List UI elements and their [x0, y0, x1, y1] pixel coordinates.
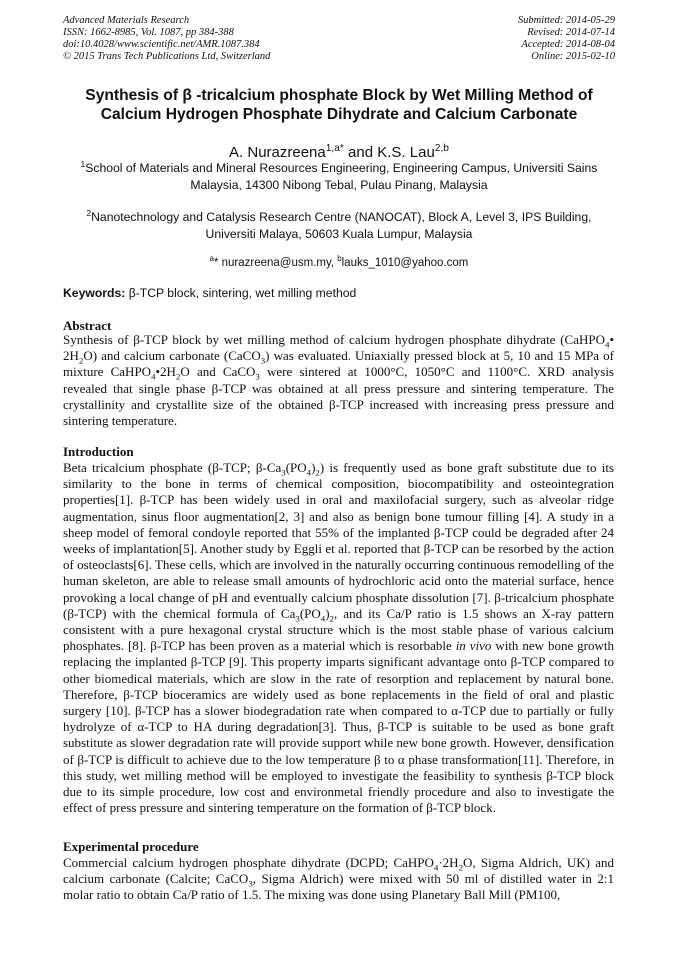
keywords-text: β-TCP block, sintering, wet milling method [125, 286, 357, 300]
date-accepted: Accepted: 2014-08-04 [521, 39, 615, 50]
author-emails [63, 255, 615, 271]
journal-copyright: © 2015 Trans Tech Publications Ltd, Switzerland [63, 51, 271, 62]
affiliation-2 [63, 209, 615, 243]
author-conjunction: and [343, 144, 378, 161]
affil-2-line-2: Universiti Malaya, 50603 Kuala Lumpur, Malaysia [205, 227, 473, 241]
date-revised: Revised: 2014-07-14 [527, 27, 615, 38]
date-submitted: Submitted: 2014-05-29 [517, 15, 615, 26]
title-line-2: Calcium Hydrogen Phosphate Dihydrate and Calcium Carbonate [100, 106, 578, 123]
affil-1-line-2: Malaysia, 14300 Nibong Tebal, Pulau Pinang, Malaysia [190, 178, 488, 192]
abstract-heading: Abstract [63, 318, 112, 333]
keywords [63, 285, 615, 301]
journal-info [63, 15, 270, 63]
author-1-affil: 1,a* [325, 143, 344, 154]
introduction-body: Beta tricalcium phosphate (β-TCP; $\beta-Ca_3(PO_4)_2$) is frequently used as bone graft substitute due to its similarity to the bone in terms of chemical composition, biocompatibility and osteointegration properties[1]. β-TCP has been widely used in oral and maxilofacial surgery, such as alveolar ridge augmentation, sinus floor augmentation[2, 3] and also as benign bone tumour filling [4]. A study in a sheep model of femoral condoyle reported that 55% of the implanted β-TCP could be degraded after 24 weeks of implantation[5]. Another study by Eggli et al. reported that β-TCP can be resorbed by the action of osteoclasts[6]. These cells, which are involved in the naturally occurring continuous remodelling of the human skeleton, are able to release small amounts of hydrochloric acid onto the material surface, hence provoking a local change of pH and eventually calcium phosphate dissolution [7]. β-tricalcium phosphate (β-TCP) with the chemical formula of $Ca_3(PO_4)_2$, and its Ca/P ratio is 1.5 shows an X-ray pattern consistent with a pure hexagonal crystal structure which is the most stable phase of various calcium phosphates. [8]. β-TCP has been proven as a material which is resorbable in vivo with new bone growth replacing the implanted β-TCP [9]. This property imparts significant advantage onto β-TCP compared to other biomedical materials, which are slow in the rate of resorption and replacement by natural bone. Therefore, β-TCP bioceramics are widely used as bone replacements in the field of oral and plastic surgery [10]. β-TCP has a slower biodegradation rate when compared to α-TCP due to partially or fully hydrolyze of α-TCP to HA during degradation[3]. Thus, β-TCP is suitable to be used as bone graft substitute as slower degradation rate will provide support while new bone growth. However, densification of β-TCP is difficult to achieve due to the low temperature β to α phase transformation[11]. Therefore, in this study, wet milling method will be employed to investigate the feasibility to synthesis β-TCP block due to its simple procedure, low cost and environmetal friendly procedure and also to investigate the effect of press pressure and sintering temperature on the formation of β-TCP block. [63, 460, 615, 816]
journal-header [63, 15, 615, 63]
affil-1-line-1: School of Materials and Mineral Resources Engineering, Engineering Campus, Universiti Sains [85, 161, 598, 175]
email-b[interactable]: lauks_1010@yahoo.com [341, 257, 469, 269]
date-online: Online: 2015-02-10 [531, 51, 615, 62]
experimental-body: Commercial calcium hydrogen phosphate dihydrate (DCPD; $CaHPO_4\cdot 2H_2O$, Sigma Aldrich, UK) and calcium carbonate (Calcite; CaCO$_3$, Sigma Aldrich) were mixed with 50 ml of distilled water in 2:1 molar ratio to obtain Ca/P ratio of 1.5. The mixing was done using Planetary Ball Mill (PM100, [63, 855, 614, 903]
abstract-body: Synthesis of β-TCP block by wet milling method of calcium hydrogen phosphate dihydrate (CaHPO$_4$• $2H_2O$) and calcium carbonate (CaCO$_3$) was evaluated. Uniaxially pressed block at 5, 10 and 15 MPa of mixture $CaHPO_4•2H_2O$ and CaCO$_3$ were sintered at 1000°C, 1050°C and 1100°C. XRD analysis revealed that single phase β-TCP was obtained at all press pressure and sintering temperature. The crystallinity and crystallite size of the obtained β-TCP increased with increasing press pressure and sintering temperature. [63, 332, 615, 429]
affiliation-1 [63, 160, 615, 194]
journal-issn: ISSN: 1662-8985, Vol. 1087, pp 384-388 [63, 27, 234, 38]
email-b-marker: b [337, 254, 342, 264]
email-a-marker: a [209, 254, 214, 264]
author-1: A. Nurazreena [229, 144, 326, 161]
experimental-heading: Experimental procedure [63, 839, 199, 854]
keywords-label: Keywords: [63, 286, 126, 300]
paper-title [63, 86, 615, 124]
title-line-1: Synthesis of β -tricalcium phosphate Block by Wet Milling Method of [85, 87, 593, 104]
email-a[interactable]: * nurazreena@usm.my, [213, 257, 338, 269]
affil-2-line-1: Nanotechnology and Catalysis Research Centre (NANOCAT), Block A, Level 3, IPS Building, [91, 210, 592, 224]
affil-2-marker: 2 [86, 207, 92, 218]
author-2-affil: 2,b [434, 143, 449, 154]
submission-dates [518, 15, 615, 63]
author-2: K.S. Lau [377, 144, 435, 161]
in-vivo-italic: in vivo [455, 638, 492, 654]
journal-doi: doi:10.4028/www.scientific.net/AMR.1087.384 [63, 39, 260, 50]
affil-1-marker: 1 [80, 158, 86, 169]
introduction-heading: Introduction [63, 444, 134, 459]
journal-name: Advanced Materials Research [63, 15, 190, 26]
